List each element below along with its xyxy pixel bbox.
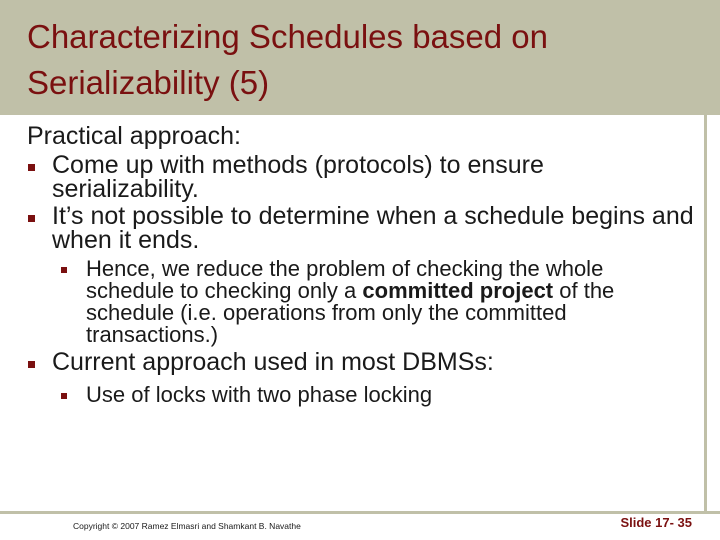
bold-term-project: project bbox=[479, 278, 554, 303]
slide-content bbox=[27, 123, 697, 406]
sub-bullet-item-1 bbox=[27, 258, 697, 346]
square-bullet-icon bbox=[28, 361, 35, 368]
sub-bullet-item-2 bbox=[27, 384, 697, 406]
title-bar bbox=[0, 0, 720, 115]
slide-title: Characterizing Schedules based on Serializability (5) bbox=[27, 18, 548, 101]
bullet-text: Current approach used in most DBMSs: bbox=[52, 348, 494, 376]
square-bullet-icon bbox=[28, 215, 35, 222]
bold-term-committed: committed bbox=[362, 278, 474, 303]
copyright-text: Copyright © 2007 Ramez Elmasri and Shamkant B. Navathe bbox=[73, 521, 301, 531]
slide-number: Slide 17- 35 bbox=[620, 515, 692, 530]
square-bullet-icon bbox=[61, 267, 67, 273]
bullet-text: It’s not possible to determine when a schedule begins and when it ends. bbox=[52, 202, 694, 254]
square-bullet-icon bbox=[61, 393, 67, 399]
bullet-item-3 bbox=[27, 350, 697, 374]
footer-rule bbox=[0, 511, 720, 514]
bullet-text: Come up with methods (protocols) to ensure serializability. bbox=[52, 151, 544, 203]
sub-bullet-text: Hence, we reduce the problem of checking the whole schedule to checking only a committed project of the schedule (i.e. operations from only the committed transactions.) bbox=[86, 256, 615, 347]
bullet-item-1 bbox=[27, 153, 697, 201]
square-bullet-icon bbox=[28, 164, 35, 171]
intro-text: Practical approach: bbox=[27, 122, 242, 150]
right-border bbox=[704, 115, 707, 511]
sub-bullet-text: Use of locks with two phase locking bbox=[86, 382, 433, 407]
bullet-item-2 bbox=[27, 204, 697, 252]
